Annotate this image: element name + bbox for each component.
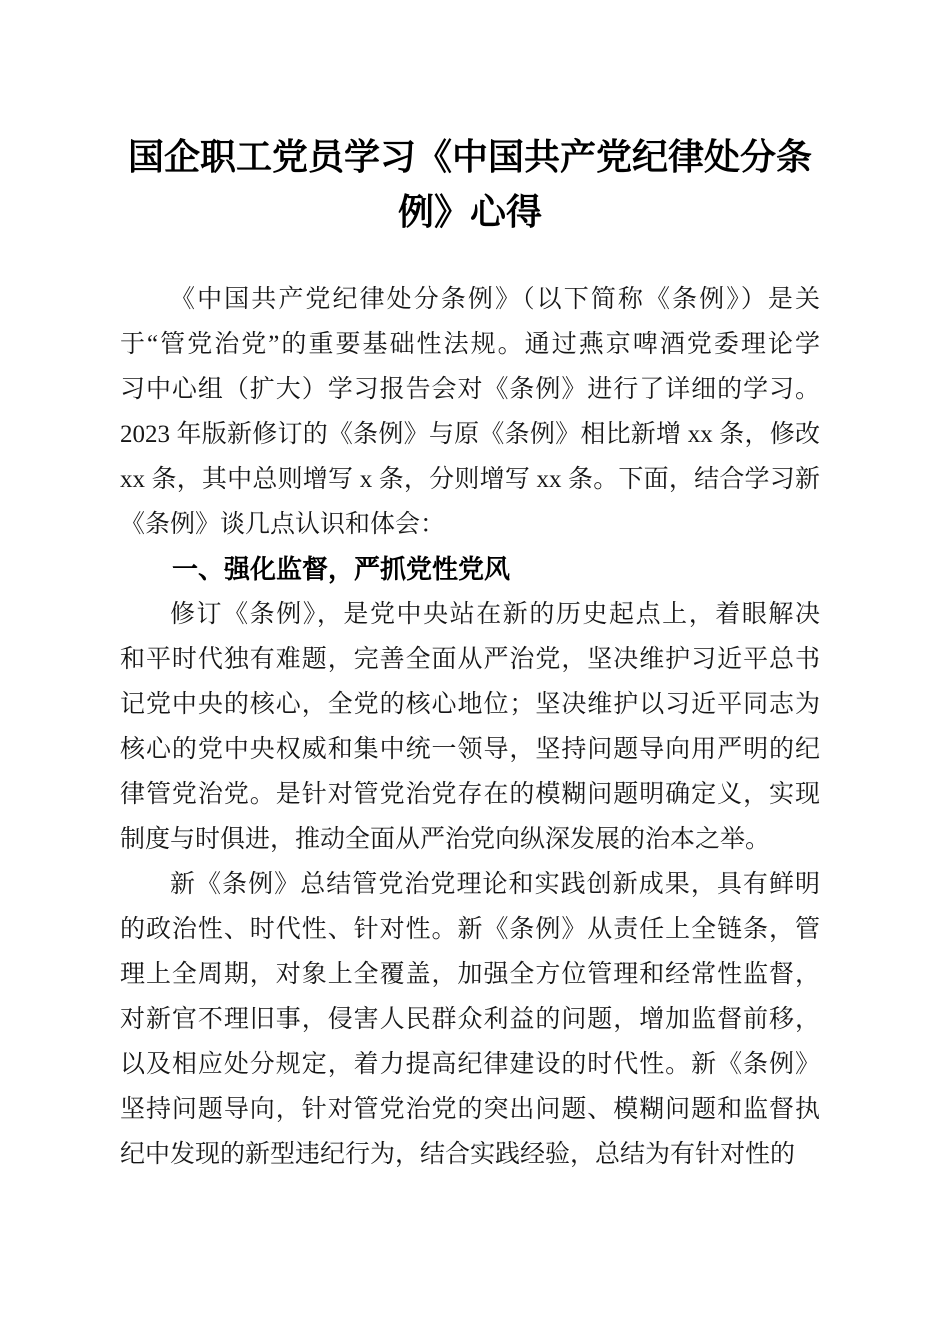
text-line: 于“管党治党”的重要基础性法规。通过燕京啤酒党委理论学 (120, 331, 820, 358)
text-line: 以及相应处分规定，着力提高纪律建设的时代性。新《条例》 (120, 1051, 820, 1078)
text-line: 《中国共产党纪律处分条例》（以下简称《条例》）是关 (170, 286, 820, 313)
text-line: 记党中央的核心，全党的核心地位；坚决维护以习近平同志为 (120, 691, 820, 718)
text-line: 和平时代独有难题，完善全面从严治党，坚决维护习近平总书 (120, 646, 820, 673)
text-line: 2023 年版新修订的《条例》与原《条例》相比新增 xx 条，修改 (120, 421, 820, 448)
text-line: 理上全周期，对象上全覆盖，加强全方位管理和经常性监督， (120, 961, 820, 988)
document-content (120, 130, 820, 1177)
text-line: 《条例》谈几点认识和体会： (120, 511, 446, 538)
text-line: 律管党治党。是针对管党治党存在的模糊问题明确定义，实现 (120, 781, 820, 808)
paragraph-intro (120, 277, 820, 547)
section-heading-1: 一、强化监督，严抓党性党风 (172, 554, 511, 584)
text-line: 的政治性、时代性、针对性。新《条例》从责任上全链条，管 (120, 916, 820, 943)
text-line: 制度与时俱进，推动全面从严治党向纵深发展的治本之举。 (120, 826, 771, 853)
text-line: 纪中发现的新型违纪行为，结合实践经验，总结为有针对性的 (120, 1141, 796, 1168)
text-line: 习中心组（扩大）学习报告会对《条例》进行了详细的学习。 (120, 376, 820, 403)
paragraph-2 (120, 592, 820, 862)
paragraph-3 (120, 862, 820, 1177)
text-line: xx 条，其中总则增写 x 条，分则增写 xx 条。下面，结合学习新 (120, 466, 820, 493)
text-line: 核心的党中央权威和集中统一领导，坚持问题导向用严明的纪 (120, 736, 820, 763)
text-line: 修订《条例》，是党中央站在新的历史起点上，着眼解决 (170, 601, 820, 628)
text-line: 坚持问题导向，针对管党治党的突出问题、模糊问题和监督执 (120, 1096, 820, 1123)
document-title: 国企职工党员学习《中国共产党纪律处分条例》心得 (127, 137, 812, 232)
text-line: 新《条例》总结管党治党理论和实践创新成果，具有鲜明 (170, 871, 820, 898)
text-line: 对新官不理旧事，侵害人民群众利益的问题，增加监督前移， (120, 1006, 820, 1033)
